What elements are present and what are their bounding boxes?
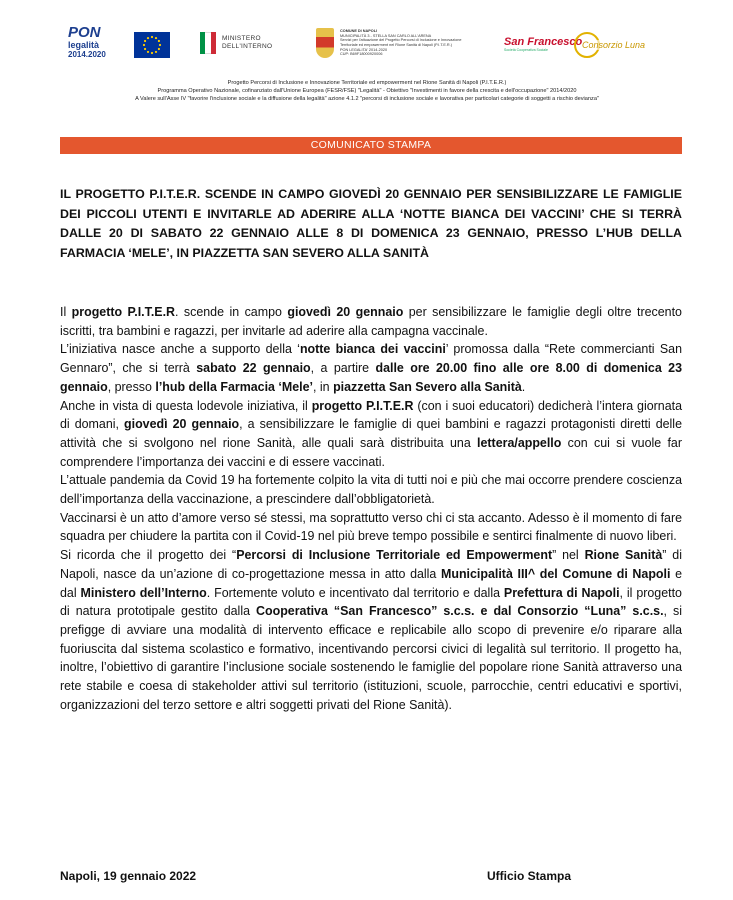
comune-napoli-logo: [316, 28, 510, 58]
ministero-line1: MINISTERO: [222, 35, 261, 42]
place-date: Napoli, 19 gennaio 2022: [60, 869, 197, 883]
paragraph: [60, 546, 682, 714]
bold-run: sabato 22 gennaio: [196, 361, 311, 376]
bold-run: Rione Sanità: [584, 548, 663, 563]
bold-run: Percorsi di Inclusione Territoriale ed Empowerment: [236, 548, 553, 563]
paragraph: [60, 303, 682, 340]
bold-run: giovedì 20 gennaio: [124, 417, 240, 432]
text-run: con cui si vuole far comprendere l’importanza dei vaccini e di essere vaccinati.: [60, 435, 682, 469]
eu-star-icon: [151, 52, 153, 54]
article-body: [60, 303, 682, 714]
napoli-text-line: COMUNE DI NAPOLI: [340, 29, 378, 34]
headline: IL PROGETTO P.I.T.E.R. SCENDE IN CAMPO GIOVEDÌ 20 GENNAIO PER SENSIBILIZZARE LE FAMIGLIE DEI PICCOLI UTENTI E INVITARLE AD ADERIRE ALLA ‘NOTTE BIANCA DEI VACCINI’ CHE SI TERRÀ DALLE 20 DI SABATO 22 GENNAIO ALLE 8 DI DOMENICA 23 GENNAIO, PRESSO L’HUB DELLA FARMACIA ‘MELE’, IN PIAZZETTA SAN SEVERO ALLA SANITÀ: [60, 187, 682, 260]
paragraph: L’attuale pandemia da Covid 19 ha fortemente colpito la vita di tutti noi e più che mai occorre prendere coscienza dell’importanza della vaccinazione, a prescindere dall’obbligatorietà.: [60, 473, 682, 507]
bold-run: l’hub della Farmacia ‘Mele’: [155, 379, 313, 394]
eu-star-icon: [147, 37, 149, 39]
text-run: , a sensibilizzare le famiglie di quei bambini e ragazzi protagonisti diretti delle attività che si svolgono nel rione Sanità, alle quali sarà distribuita una: [60, 417, 682, 450]
consorzio-luna-logo: [574, 32, 645, 58]
napoli-text-line: MUNICIPALITÀ 3 - STELLA SAN CARLO ALL'ARENA: [340, 33, 432, 38]
text-run: . Fortemente voluto e incentivato dal territorio e dalla: [206, 585, 504, 600]
eu-star-icon: [147, 51, 149, 53]
program-header-line: Progetto Percorsi di Inclusione e Innovazione Territoriale ed empowerment nel Rione Sanità di Napoli (P.I.T.E.R.): [227, 80, 507, 86]
pon-logo-title: PON: [68, 24, 101, 41]
napoli-text-line: PON LEGALITA' 2014-2020: [340, 47, 388, 52]
bold-run: Cooperativa “San Francesco” s.c.s. e dal Consorzio “Luna” s.c.s.: [256, 604, 664, 619]
text-run: L’iniziativa nasce anche a supporto della ‘: [60, 342, 300, 357]
paragraph: Vaccinarsi è un atto d’amore verso sé stessi, ma soprattutto verso chi ci sta accanto. Adesso è il momento di fare squadra per chiudere la partita con il Covid-19 nel più breve tempo possibile e sentirci finalmente di nuovo liberi.: [60, 510, 682, 544]
bold-run: giovedì 20 gennaio: [287, 305, 404, 319]
text-run: , il progetto di natura prototipale gestito dalla: [60, 585, 682, 619]
text-run: . scende in campo: [175, 305, 288, 319]
pon-logo-years: 2014.2020: [68, 50, 106, 59]
paragraph: [60, 397, 682, 472]
text-run: , in: [313, 379, 334, 394]
san-francesco-sub: Società Cooperativa Sociale: [504, 48, 548, 52]
text-run: e dal: [60, 566, 683, 600]
text-run: ” nel: [552, 548, 585, 563]
program-header: [60, 79, 674, 103]
ministero-line2: DELL'INTERNO: [222, 43, 273, 50]
italian-flag-icon: [200, 32, 216, 54]
bold-run: progetto P.I.T.E.R: [311, 398, 414, 413]
eu-star-icon: [155, 37, 157, 39]
pon-logo-subtitle: legalità: [68, 40, 100, 50]
text-run: Si ricorda che il progetto dei “: [60, 548, 237, 563]
text-run: ” di Napoli, nasce da un’azione di co-progettazione messa in atto dalla: [60, 548, 682, 581]
text-run: Anche in vista di questa lodevole iniziativa, il: [60, 398, 312, 413]
press-release-banner: COMUNICATO STAMPA: [60, 137, 682, 154]
eu-star-icon: [151, 36, 153, 38]
napoli-text-line: Territoriale ed empowerment nel Rione Sanità di Napoli (P.I.T.E.R.): [340, 43, 452, 47]
text-run: (con i suoi educatori) dedicherà l’intera giornata di domani,: [60, 398, 683, 432]
bold-run: Prefettura di Napoli: [503, 585, 620, 600]
bold-run: piazzetta San Severo alla Sanità: [333, 379, 522, 394]
luna-name: Consorzio Luna: [582, 40, 646, 50]
eu-star-icon: [143, 44, 145, 46]
text-run: Il: [60, 305, 72, 319]
san-francesco-logo: [504, 36, 582, 52]
text-run: per sensibilizzare le famiglie degli oltre trecento iscritti, tra bambini e ragazzi, per invitarle ad aderire alla campagna vaccinale.: [60, 305, 682, 338]
text-run: , presso: [107, 379, 156, 394]
napoli-text-line: Servizi per l'attuazione del Progetto Percorsi di Inclusione e Innovazione: [340, 38, 462, 43]
eu-star-icon: [144, 40, 146, 42]
pon-legalita-logo: [68, 26, 106, 59]
bold-run: dalle ore 20.00 fino alle ore 8.00 di domenica 23 gennaio: [60, 361, 683, 394]
eu-star-icon: [158, 40, 160, 42]
text-run: , a partire: [310, 361, 376, 376]
eu-star-icon: [159, 44, 161, 46]
napoli-text-line: CUP: B69F18000920006: [340, 52, 383, 57]
ministero-interno-logo: [200, 32, 272, 54]
san-francesco-name: San Francesco: [504, 36, 583, 48]
eu-flag-icon: [134, 32, 170, 58]
text-run: , si prefigge di avviare una modalità di intervento efficace e replicabile allo scopo di prevenire e/o riparare alla fuoriuscita dal sistema scolastico e formativo, incentivando percorsi civici di legalità sul territorio. Il progetto ha, inoltre, l’obiettivo di garantire l’inclusione sociale sostenendo le famiglie del popolare rione Sanità attraverso una rete stabile e coesa di stakeholder attivi sul territorio (istituzioni, scuole, parrocchie, centri educativi e sportivi, organizzazioni del terzo settore e altri soggetti privati del Rione Sanità).: [60, 604, 682, 712]
text-run: ’ promossa dalla “Rete commercianti San Gennaro”, che si terrà: [60, 342, 682, 376]
program-header-line: Programma Operativo Nazionale, cofinanziato dall'Unione Europea (FESR/FSE) "Legalità" - Obiettivo "Investimenti in favore della crescita e dell'occupazione" 2014/2020: [157, 88, 577, 95]
bold-run: notte bianca dei vaccini: [299, 342, 446, 357]
eu-star-icon: [158, 48, 160, 50]
eu-star-icon: [144, 48, 146, 50]
logo-row: [60, 26, 680, 66]
paragraph: [60, 340, 682, 396]
press-office: Ufficio Stampa: [487, 869, 572, 883]
bold-run: Municipalità III^ del Comune di Napoli: [441, 566, 671, 581]
program-header-line: A Valere sull'Asse IV "favorire l'inclusione sociale e la diffusione della legalità" azione 4.1.2 "percorsi di inclusione sociale e lavorativa per particolari categorie di soggetti a rischio devianza": [135, 96, 599, 103]
bold-run: progetto P.I.T.E.R: [71, 305, 176, 319]
bold-run: lettera/appello: [477, 435, 562, 450]
napoli-crest-icon: [316, 28, 334, 58]
eu-star-icon: [155, 51, 157, 53]
bold-run: Ministero dell’Interno: [80, 585, 207, 600]
text-run: .: [521, 379, 526, 394]
